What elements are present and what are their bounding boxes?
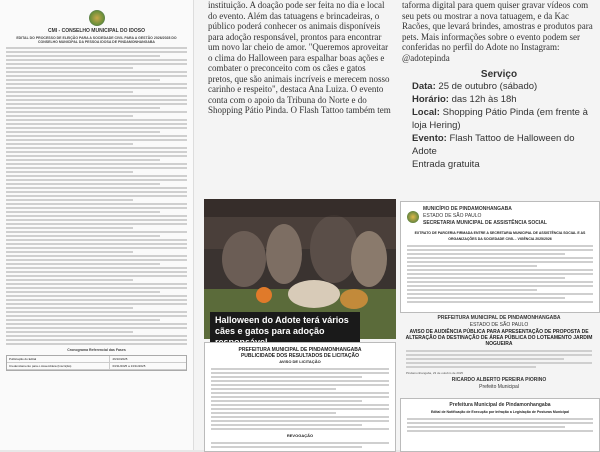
servico-entrada: Entrada gratuita <box>412 159 480 170</box>
servico-horario: Horário: das 12h às 18h <box>412 94 517 105</box>
prefeitura-title: PREFEITURA MUNICIPAL DE PINDAMONHANGABA <box>437 315 561 321</box>
article-text: instituição. A doação pode ser feita no dia e local do evento. Além das tatuagens e brincadeiras, o público poderá conhecer os animais disponíveis para adoção responsável, prontos para encontrar um novo lar cheio de amor. "Queremos aproveitar o clima do Halloween para espalhar boas ações e combater o preconceito com os cães e gatos pretos, que são animais incríveis e merecem nosso carinho e respeito", destaca Ana Luiza. O evento conta com o apoio da Tribuna do Norte e do Shopping Pátio Pinda. O Flash Tattoo também tem <box>208 0 391 115</box>
table-row: Credenciamento para o Assembleia (Inscrição) 03/11/2025 a 13/11/2025 <box>7 363 186 370</box>
aviso-date: Pindamonhangaba, 23 de outubro de 2025 <box>406 371 464 375</box>
halloween-photo <box>204 199 396 339</box>
aviso-title: AVISO DE AUDIÊNCIA PÚBLICA PARA APRESENTAÇÃO DE PROPOSTA DE ALTERAÇÃO DA DESTINAÇÃO DE ÁREA PÚBLICA DO LOTEAMENTO JARDIM NOGUEIRA <box>405 329 593 347</box>
audiencia-notice <box>400 315 598 395</box>
cmi-seal-icon <box>89 10 105 26</box>
licitacao-tag: AVISO DE LICITAÇÃO <box>279 359 321 364</box>
servico-local: Local: Shopping Pátio Pinda (em frente à loja Hering) <box>412 107 588 131</box>
servico-data: Data: 25 de outubro (sábado) <box>412 81 538 92</box>
licitacao-sub: PUBLICIDADE DOS RESULTADOS DE LICITAÇÃO <box>240 353 360 359</box>
municipio-sub: ESTADO DE SÃO PAULO <box>423 213 482 219</box>
cronograma-title: Cronograma Referencial das Fases <box>67 348 126 352</box>
notificacao-notice <box>400 398 600 452</box>
municipio-title: MUNICÍPIO DE PINDAMONHANGABA <box>423 206 512 212</box>
signer-role: Prefeito Municipal <box>479 384 519 390</box>
secretaria-title: SECRETARIA MUNICIPAL DE ASSISTÊNCIA SOCIAL <box>423 220 547 226</box>
extrato-title: EXTRATO DE PARCERIA FIRMADA ENTRE A SECRETARIA MUNICIPAL DE ASSISTÊNCIA SOCIAL E AS ORGANIZAÇÕES DA SOCIEDADE CIVIL - VIGÊNCIA 2025/2026 <box>414 231 586 241</box>
table-row: Publicação do Edital 26/10/2025 <box>7 356 186 363</box>
edital-body <box>6 47 187 345</box>
licitacao-notice <box>204 342 396 452</box>
notificacao-header: Prefeitura Municipal de Pindamonhangaba <box>449 402 551 408</box>
licitacao-header: PREFEITURA MUNICIPAL DE PINDAMONHANGABA <box>238 347 362 353</box>
photo-caption: Halloween do Adote terá vários cães e gatos para adoção <box>210 312 360 351</box>
revogacao-tag: REVOGAÇÃO <box>286 433 314 438</box>
prefeitura-sub: ESTADO DE SÃO PAULO <box>469 322 529 328</box>
signer-name: RICARDO ALBERTO PEREIRA PIORINO <box>451 377 547 383</box>
article-continuation: taforma digital para quem quiser gravar vídeos com seu pets ou mostrar a nova tatuagem, e da Kac Racões, que levará brindes, amostras e produtos para pets. Mais informações sobre o evento podem ser conferidas no perfil do Adote no Instagram: @adotepinda <box>402 0 593 63</box>
servico-title: Serviço <box>480 69 518 80</box>
notificacao-sub: Edital de Notificação de Execução por Infração a Legislação de Posturas Municipal <box>430 410 570 414</box>
extrato-notice <box>400 201 600 313</box>
edital-title: EDITAL DO PROCESSO DE ELEIÇÃO PARA A SOCIEDADE CIVIL PARA A GESTÃO 2026/2028 DO CONSELHO MUNICIPAL DA PESSOA IDOSA DE PINDAMONHANGABA <box>16 36 177 44</box>
servico-evento: Evento: Flash Tattoo de Halloween do Adote <box>412 133 575 157</box>
cronograma-table <box>6 355 187 371</box>
municipio-seal-icon <box>407 211 419 223</box>
edital-column <box>0 0 194 450</box>
cmi-header: CMI - CONSELHO MUNICIPAL DO IDOSO <box>47 28 146 34</box>
